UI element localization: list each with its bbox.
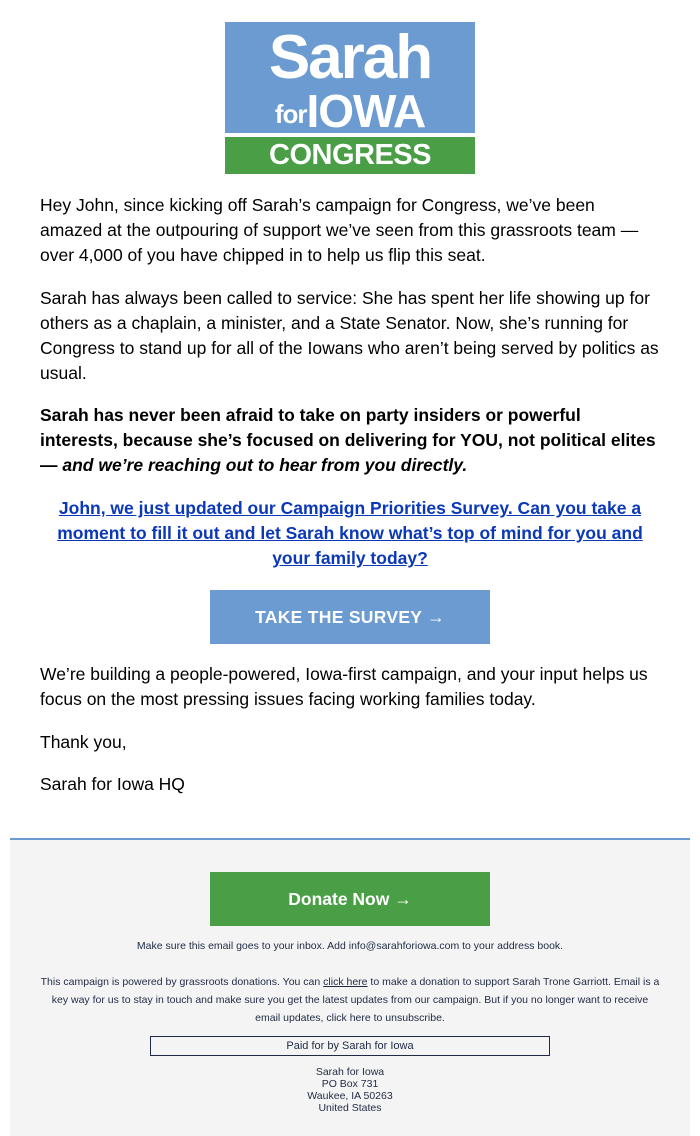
powered-post-text: to make a donation to support Sarah Trone Garriott. Email is a key way for us to stay in touch and make sure you get the latest updates from our campaign. But if you no longer want to receive email updates, click here to unsubscribe.: [51, 976, 660, 1024]
intro-paragraph: Hey John, since kicking off Sarah’s campaign for Congress, we’ve been amazed at the outpouring of support we’ve seen from this grassroots team — over 4,000 of you have chipped in to help us flip this seat.: [40, 195, 639, 265]
survey-link[interactable]: John, we just updated our Campaign Priorities Survey. Can you take a moment to fill it out and let Sarah know what’s top of mind for you and your family today?: [57, 498, 643, 568]
address-line: United States: [318, 1102, 382, 1114]
powered-by-note: [40, 973, 660, 1027]
emphasis-paragraph: [40, 403, 660, 478]
emphasis-bold-text: Sarah has never been afraid to take on party insiders or powerful interests, because she’s focused on delivering for YOU, not political elites —: [40, 405, 656, 475]
donate-now-button[interactable]: Donate Now →: [210, 872, 490, 926]
mailing-address: [150, 1066, 550, 1114]
address-line: Sarah for Iowa: [315, 1066, 385, 1078]
signature: Sarah for Iowa HQ: [40, 774, 185, 794]
logo-for: for: [274, 99, 307, 129]
sign-off: Thank you,: [40, 732, 127, 752]
campaign-logo: [225, 22, 475, 174]
logo-office: CONGRESS: [225, 137, 475, 174]
take-survey-button[interactable]: TAKE THE SURVEY →: [210, 590, 490, 644]
inbox-note: Make sure this email goes to your inbox. Add info@sarahforiowa.com to your address book.: [136, 940, 564, 952]
logo-blue-panel: [225, 22, 475, 137]
address-line: Waukee, IA 50263: [307, 1090, 393, 1102]
emphasis-italic-text: and we’re reaching out to hear from you directly.: [62, 455, 468, 475]
powered-pre-text: This campaign is powered by grassroots donations. You can: [40, 976, 324, 988]
logo-state: IOWA: [306, 85, 426, 137]
donation-click-here-link[interactable]: click here: [323, 976, 368, 988]
logo-name: Sarah: [268, 23, 432, 92]
closing-paragraph: We’re building a people-powered, Iowa-first campaign, and your input helps us focus on the most pressing issues facing working families today.: [40, 664, 648, 709]
service-paragraph: Sarah has always been called to service: She has spent her life showing up for others as a chaplain, a minister, and a State Senator. Now, she’s running for Congress to stand up for all of the Iowans who aren’t being served by politics as usual.: [40, 288, 659, 383]
paid-for-box: Paid for by Sarah for Iowa: [150, 1036, 550, 1056]
logo-line2: [225, 84, 475, 138]
email-footer: [10, 838, 690, 1136]
address-line: PO Box 731: [321, 1078, 379, 1090]
